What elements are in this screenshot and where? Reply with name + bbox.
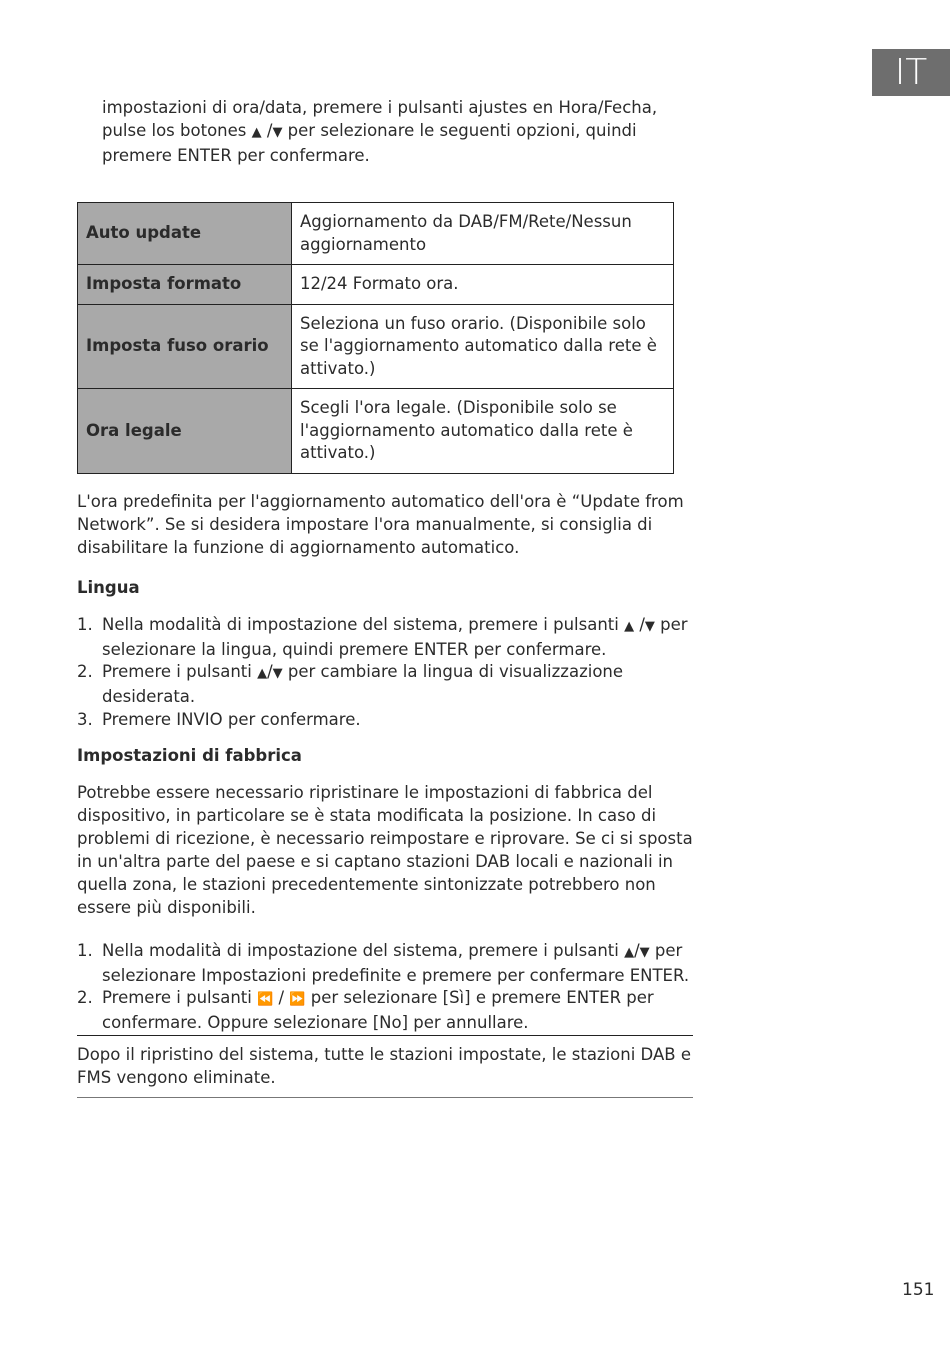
table-row bbox=[78, 265, 674, 305]
intro-line-2b: per selezionare le seguenti opzioni, quindi bbox=[282, 121, 637, 140]
intro-line-1: impostazioni di ora/data, premere i pulsanti ajustes en Hora/Fecha, bbox=[102, 98, 658, 117]
language-tab: IT bbox=[872, 49, 950, 96]
row-value: Scegli l'ora legale. (Disponibile solo se l'aggiornamento automatico dalla rete è attivato.) bbox=[292, 389, 674, 474]
page-number: 151 bbox=[902, 1280, 935, 1300]
factory-paragraph: Potrebbe essere necessario ripristinare le impostazioni di fabbrica del dispositivo, in particolare se è stata modificata la posizione. In caso di problemi di ricezione, è necessario reimpostare e riprovare. Se ci si sposta in un'altra parte del paese e si captano stazioni DAB locali e nazionali in quella zona, le stazioni precedentemente sintonizzate potrebbero non essere più disponibili. bbox=[77, 783, 693, 917]
list-text: per selezionare la lingua, quindi premere ENTER per confermare. bbox=[102, 615, 688, 659]
divider-top bbox=[77, 1035, 693, 1036]
list-text: Premere INVIO per confermare. bbox=[102, 709, 361, 729]
separator: / bbox=[261, 121, 273, 140]
list-item bbox=[77, 940, 697, 987]
up-arrow-icon: ▲ bbox=[624, 619, 635, 634]
table-row bbox=[78, 304, 674, 389]
list-text: per selezionare Impostazioni predefinite e premere per confermare ENTER. bbox=[102, 941, 690, 985]
divider-bottom bbox=[77, 1097, 693, 1098]
list-number: 2. bbox=[77, 662, 93, 682]
up-arrow-icon: ▲ bbox=[257, 666, 268, 682]
list-number: 1. bbox=[77, 615, 93, 634]
separator: / bbox=[273, 988, 290, 1008]
intro-line-2a: pulse los botones bbox=[102, 121, 252, 140]
row-key: Imposta fuso orario bbox=[78, 304, 292, 389]
down-arrow-icon: ▼ bbox=[272, 125, 283, 140]
separator: / bbox=[634, 615, 645, 634]
down-arrow-icon: ▼ bbox=[644, 619, 655, 634]
list-text: per cambiare la lingua di visualizzazione desiderata. bbox=[102, 662, 624, 707]
list-item bbox=[77, 661, 697, 708]
rewind-icon: ⏪ bbox=[257, 992, 274, 1008]
list-text: Premere i pulsanti bbox=[102, 662, 258, 682]
list-text: Premere i pulsanti bbox=[102, 988, 258, 1008]
reset-note: Dopo il ripristino del sistema, tutte le stazioni impostate, le stazioni DAB e FMS vengono eliminate. bbox=[77, 1045, 691, 1087]
table-row bbox=[78, 203, 674, 265]
row-value: Seleziona un fuso orario. (Disponibile solo se l'aggiornamento automatico dalla rete è attivato.) bbox=[292, 304, 674, 389]
list-text: per selezionare [Sì] e premere ENTER per confermare. Oppure selezionare [No] per annullare. bbox=[102, 988, 654, 1033]
up-arrow-icon: ▲ bbox=[251, 125, 262, 140]
row-key: Imposta formato bbox=[78, 265, 292, 305]
list-number: 1. bbox=[77, 941, 93, 960]
list-number: 2. bbox=[77, 988, 93, 1008]
intro-paragraph bbox=[102, 96, 692, 167]
factory-heading: Impostazioni di fabbrica bbox=[77, 746, 302, 765]
separator: / bbox=[267, 662, 273, 682]
row-key: Auto update bbox=[78, 203, 292, 265]
row-key: Ora legale bbox=[78, 389, 292, 474]
fast-forward-icon: ⏩ bbox=[289, 992, 306, 1008]
down-arrow-icon: ▼ bbox=[272, 666, 283, 682]
up-arrow-icon: ▲ bbox=[624, 945, 635, 960]
lingua-steps-list bbox=[77, 614, 697, 732]
row-value: 12/24 Formato ora. bbox=[292, 265, 674, 305]
down-arrow-icon: ▼ bbox=[639, 945, 650, 960]
list-text: Nella modalità di impostazione del sistema, premere i pulsanti bbox=[102, 615, 625, 634]
list-text: Nella modalità di impostazione del sistema, premere i pulsanti bbox=[102, 941, 625, 960]
separator: / bbox=[634, 941, 640, 960]
list-number: 3. bbox=[77, 709, 93, 729]
table-row bbox=[78, 389, 674, 474]
list-item bbox=[77, 709, 697, 732]
time-settings-table bbox=[77, 202, 674, 474]
default-time-note: L'ora predefinita per l'aggiornamento automatico dell'ora è “Update from Network”. Se si desidera impostare l'ora manualmente, si consiglia di disabilitare la funzione di aggiornamento automatico. bbox=[77, 492, 684, 557]
row-value: Aggiornamento da DAB/FM/Rete/Nessun aggiornamento bbox=[292, 203, 674, 265]
intro-line-3: premere ENTER per confermare. bbox=[102, 146, 370, 165]
list-item bbox=[77, 987, 697, 1034]
factory-steps-list bbox=[77, 940, 697, 1035]
list-item bbox=[77, 614, 697, 661]
lingua-heading: Lingua bbox=[77, 578, 140, 597]
